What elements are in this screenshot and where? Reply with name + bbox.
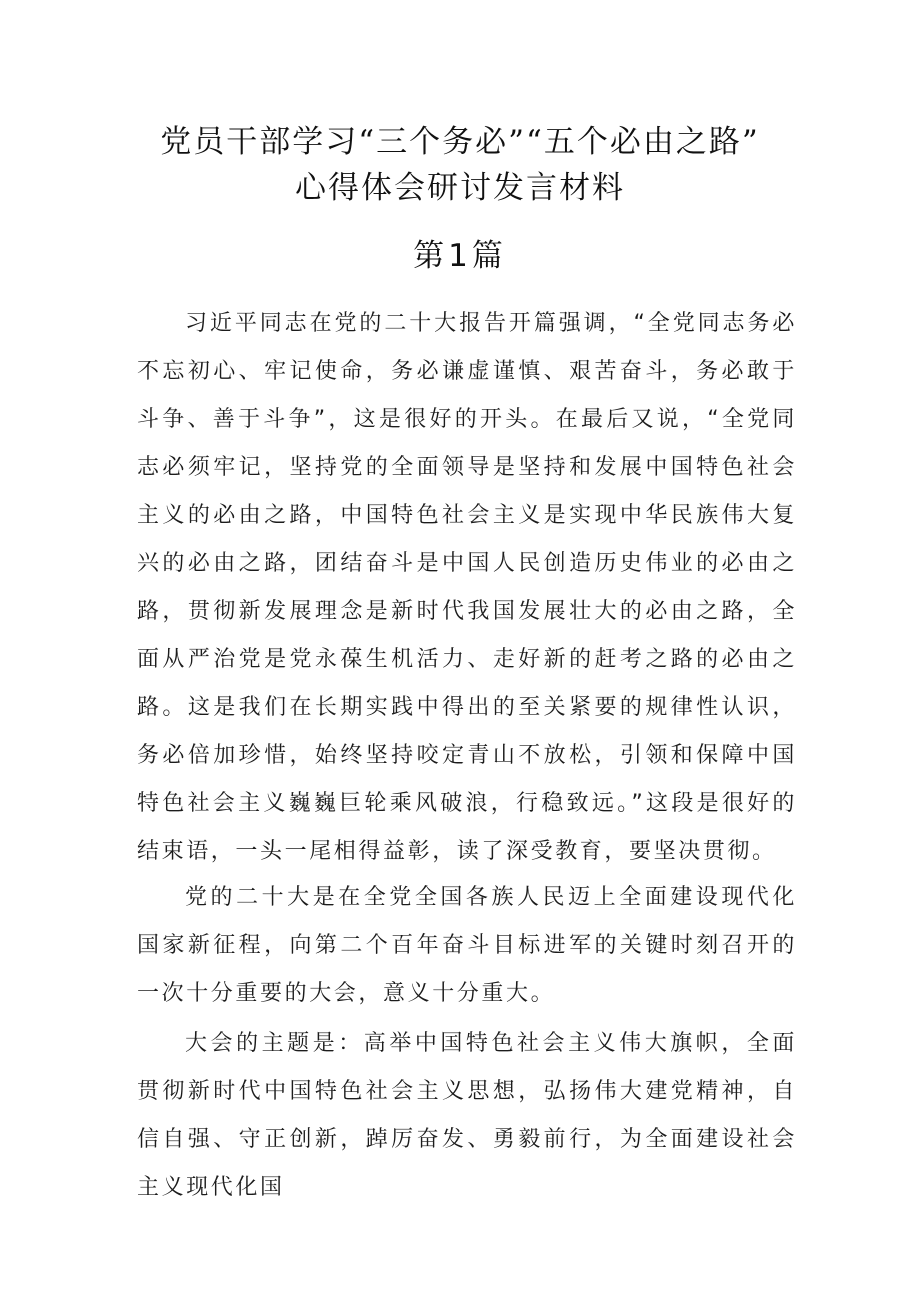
body-paragraph-2: 党的二十大是在全党全国各族人民迈上全面建设现代化国家新征程，向第二个百年奋斗目标进军的关键时刻召开的一次十分重要的大会，意义十分重大。 [137, 885, 797, 1006]
body-paragraph-3: 大会的主题是：高举中国特色社会主义伟大旗帜，全面贯彻新时代中国特色社会主义思想，弘扬伟大建党精神，自信自强、守正创新，踔厉奋发、勇毅前行，为全面建设社会主义现代化国 [137, 1031, 797, 1200]
document-title-line-2: 心得体会研讨发言材料 [295, 170, 625, 206]
chapter-heading: 第1篇 [413, 238, 507, 274]
body-paragraph-1: 习近平同志在党的二十大报告开篇强调，“全党同志务必不忘初心、牢记使命，务必谦虚谨慎、艰苦奋斗，务必敢于斗争、善于斗争”，这是很好的开头。在最后又说，“全党同志必须牢记，坚持党的全面领导是坚持和发展中国特色社会主义的必由之路，中国特色社会主义是实现中华民族伟大复兴的必由之路，团结奋斗是中国人民创造历史伟业的必由之路，贯彻新发展理念是新时代我国发展壮大的必由之路，全面从严治党是党永葆生机活力、走好新的赶考之路的必由之路。这是我们在长期实践中得出的至关紧要的规律性认识，务必倍加珍惜，始终坚持咬定青山不放松，引领和保障中国特色社会主义巍巍巨轮乘风破浪，行稳致远。”这段是很好的结束语，一头一尾相得益彰，读了深受教育，要坚决贯彻。 [137, 311, 797, 864]
document-title-line-1: 党员干部学习“三个务必”“五个必由之路” [160, 124, 760, 160]
